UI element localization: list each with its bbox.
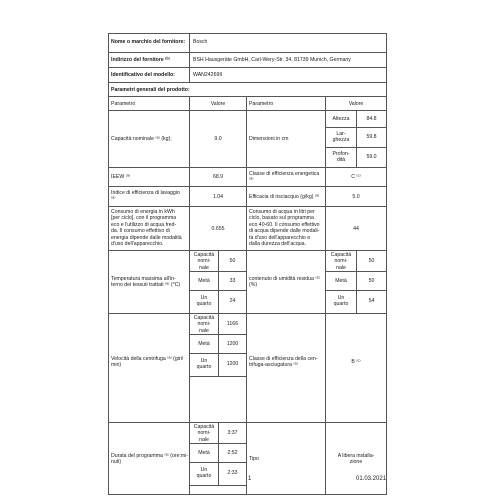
capacity-label: Capacità nominale ⁽ᵃ⁾ (kg); [111, 136, 172, 142]
moist-quarter-value: 54 [368, 298, 375, 304]
depth-value: 59.0 [366, 154, 377, 160]
moist-half-value: 50 [368, 278, 375, 284]
duration-half-label: Metà [198, 450, 210, 456]
moist-rated-value: 50 [368, 258, 375, 264]
duration-quarter-value: 2:33 [227, 470, 238, 476]
model-label: Identificativo del modello: [111, 72, 175, 78]
duration-rated-value: 3:37 [227, 430, 238, 436]
height-label: Altezza [332, 116, 350, 122]
washing-index-label: Indice di efficienza di lavaggio ⁽ᵃ⁾ [111, 190, 180, 203]
dimensions-label: Dimensioni in cm [249, 136, 289, 142]
spin-rated-value: 1166 [226, 321, 239, 327]
duration-label: Durata del programma ⁽ᵃ⁾ (ore:mi- nuti) [111, 453, 189, 466]
temp-half-value: 33 [229, 278, 236, 284]
moist-half-label: Metà [335, 278, 347, 284]
duration-rated-label: Capacità nomi- nale [193, 424, 215, 443]
col-header-param-right: Parametro [249, 101, 274, 107]
spin-class-label: Classe di efficienza della cen- trifuga-asciugatura ⁽ᵃ⁾ [249, 356, 318, 369]
moist-quarter-label: Un quarto [333, 295, 349, 308]
moist-rated-label: Capacità nomi- nale [330, 252, 352, 271]
section-title: Parametri generali del prodotto: [111, 87, 190, 93]
col-header-value-right: Valore [348, 101, 364, 107]
type-value: A libera installa- zione [337, 453, 375, 466]
energy-consumption-label: Consumo di energia in kWh [per ciclo], con il programma eco e l'utilizzo di acqua fred- da. Il consumo effettivo di energia dipende dalle modalità d'uso dell'apparecchio. [111, 209, 182, 248]
depth-label: Profon- dità [332, 151, 350, 164]
cell [189, 485, 247, 495]
eei-value: 68.9 [212, 174, 224, 180]
supplier-value: Bosch [193, 39, 208, 45]
capacity-value: 9.0 [214, 136, 222, 142]
water-consumption-value: 44 [353, 226, 359, 232]
height-value: 84.8 [366, 116, 377, 122]
energy-consumption-value: 0.655 [211, 226, 225, 232]
spin-class-value: B ⁽ᶜ⁾ [351, 359, 361, 365]
address-value: BSH Hausgeräte GmbH, Carl-Wery-Str. 34, 81739 Munich, Germany [193, 57, 351, 63]
water-consumption-label: Consumo di acqua in litri per ciclo, basato sul programma eco 40-60. Il consumo effettivo di acqua dipende dalle modali- tà d'uso dell'apparecchio e dalla durezza dell'acqua. [249, 209, 320, 248]
temp-rated-value: 50 [229, 258, 236, 264]
temp-half-label: Metà [198, 278, 210, 284]
duration-half-value: 2:52 [227, 450, 238, 456]
spin-speed-label: Velocità della centrifuga ⁽ᵃ⁾ (giri/ min) [111, 356, 184, 369]
spin-half-value: 1200 [226, 341, 239, 347]
washing-index-value: 1.04 [212, 194, 224, 200]
document-date: 01.03.2021 [356, 476, 387, 482]
moisture-label: contenuto di umidità residua ⁽ᵃ⁾ (%) [249, 276, 320, 289]
spin-half-label: Metà [198, 341, 210, 347]
model-value: WAN24269II [193, 72, 223, 78]
rinsing-value: 5.0 [352, 194, 360, 200]
col-header-value-left: Valore [210, 101, 226, 107]
cell [189, 376, 247, 423]
temperature-label: Temperatura massima all'in- terno dei tessuti trattati ⁽ᵃ⁾ (°C) [111, 276, 181, 289]
eei-label: IEEW ⁽ᵃ⁾ [111, 174, 131, 180]
rinsing-label: Efficacia di risciacquo (g/kg) ⁽ᵃ⁾ [249, 194, 320, 200]
address-label: Indirizzo del fornitore ⁽ᵇ⁾ [111, 57, 170, 63]
duration-quarter-label: Un quarto [196, 467, 212, 480]
cell [325, 313, 387, 423]
spin-quarter-value: 1200 [226, 361, 239, 367]
spin-quarter-label: Un quarto [196, 358, 212, 371]
energy-class-value: C ⁽ᶜ⁾ [351, 174, 361, 180]
spin-rated-label: Capacità nomi- nale [193, 315, 215, 334]
supplier-label: Nome o marchio del fornitore: [111, 39, 186, 45]
temp-rated-label: Capacità nomi- nale [193, 252, 215, 271]
temp-quarter-value: 24 [229, 298, 236, 304]
temp-quarter-label: Un quarto [196, 295, 212, 308]
energy-class-label: Classe di efficienza energetica ⁽ᵃ⁾ [249, 171, 320, 184]
page-number: 1 [248, 476, 252, 482]
width-value: 59.8 [366, 134, 377, 140]
type-label: Tipo [249, 456, 259, 462]
col-header-param-left: Parametro [111, 101, 136, 107]
width-label: Lar- ghezza [332, 131, 350, 144]
